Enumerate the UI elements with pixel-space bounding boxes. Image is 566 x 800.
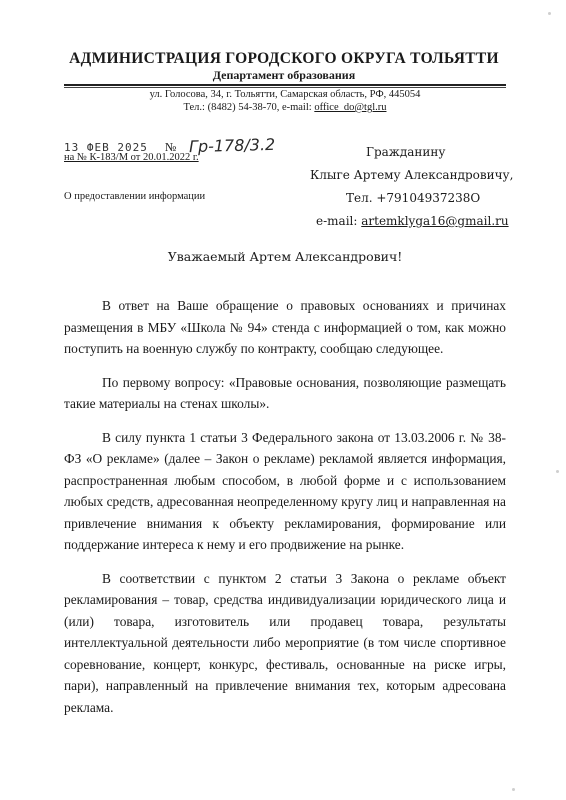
organization-title: АДМИНИСТРАЦИЯ ГОРОДСКОГО ОКРУГА ТОЛЬЯТТИ (69, 50, 499, 67)
salutation: Уважаемый Артем Александрович! (167, 249, 403, 264)
reference-line: на № К-183/М от 20.01.2022 г. (64, 152, 199, 163)
letterhead-divider-thin (64, 87, 506, 88)
registration-number-sign: № (164, 140, 177, 154)
registration-number: Гр-178/3.2 (189, 134, 276, 157)
letterhead-divider (64, 84, 506, 86)
registration-date-stamp: 13 ФЕВ 2025 (64, 141, 148, 154)
letterhead-phone: Тел.: (8482) 54-38-70, e-mail: (183, 102, 315, 113)
recipient-name: Клыге Артему Александровичу, (310, 168, 514, 182)
body-paragraph: В соответствии с пунктом 2 статьи 3 Закона о рекламе объект рекламирования – товар, средства индивидуализации юридического лица и (или) товара, изготовитель или продавец товара, результаты интеллектуальной деятельности либо мероприятие (в том числе спортивное соревнование, концерт, конкурс, фестиваль, основанные на риске игры, пари), направленный на привлечение внимания тех, которым адресована реклама. (64, 570, 506, 715)
body-paragraph: В силу пункта 1 статьи 3 Федерального закона от 13.03.2006 г. № 38-ФЗ «О рекламе» (далее – Закон о рекламе) рекламой является информация, распространенная любым способом, в любой форме и с использованием любых средств, адресованная неопределенному кругу лиц и направленная на привлечение внимания к объекту рекламирования, формирование или поддержание интереса к нему и его продвижение на рынке. (64, 429, 506, 552)
scan-speck (556, 470, 559, 473)
recipient-title: Гражданину (366, 145, 446, 159)
letterhead-address: ул. Голосова, 34, г. Тольятти, Самарская область, РФ, 445054 (149, 89, 421, 100)
recipient-phone: Тел. +79104937238О (346, 191, 481, 205)
letterhead-email: office_do@tgl.ru (314, 102, 387, 113)
letterhead-contacts (64, 102, 506, 113)
letter-body (64, 295, 506, 730)
scan-speck (512, 788, 515, 791)
recipient-email-line (296, 210, 508, 233)
letter-subject: О предоставлении информации (64, 191, 206, 202)
recipient-block (296, 141, 514, 233)
body-paragraph: По первому вопросу: «Правовые основания, позволяющие размещать такие материалы на стенах школы». (64, 374, 506, 411)
recipient-email-label: e-mail: (316, 214, 362, 228)
scan-speck (548, 12, 551, 15)
department-name: Департамент образования (212, 68, 356, 82)
recipient-email: artemklyga16@gmail.ru (361, 214, 509, 228)
body-paragraph: В ответ на Ваше обращение о правовых основаниях и причинах размещения в МБУ «Школа № 94» стенда с информацией о том, как можно поступить на военную службу по контракту, сообщаю следующее. (64, 298, 506, 356)
